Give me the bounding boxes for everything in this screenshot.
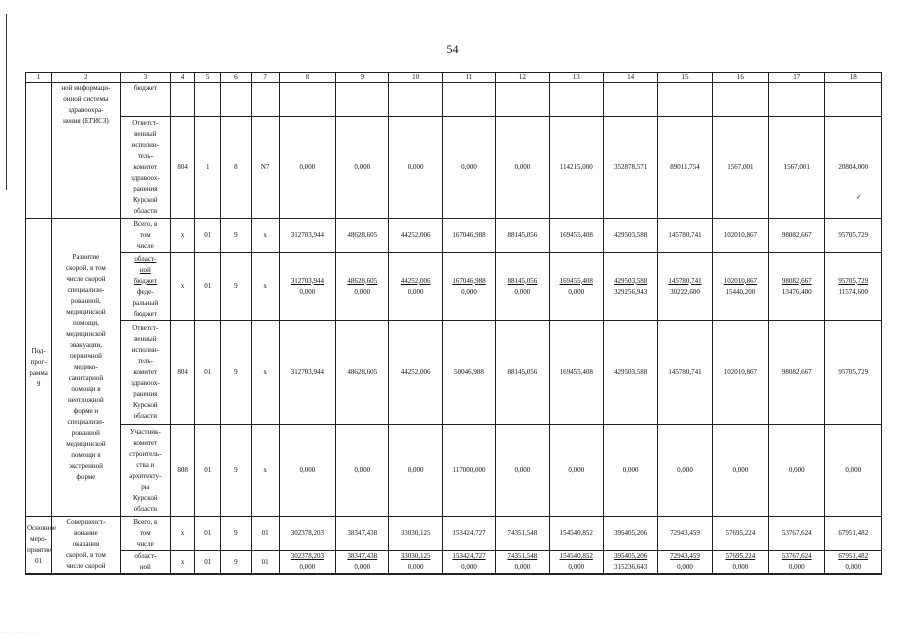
regional-budget-value: 67951,482 <box>838 552 869 560</box>
c15-split-cell <box>658 551 712 574</box>
regional-budget-value: 38347,438 <box>347 552 378 560</box>
c10-value-cell: 0,000 <box>389 117 442 219</box>
subprogram-code-cell: Под- прог- рамма 9 <box>26 219 52 517</box>
regional-budget-value: 169455,408 <box>559 276 593 285</box>
c14-value-cell: 429503,588 <box>603 321 657 425</box>
c13-value-cell: 154540,852 <box>549 517 603 551</box>
funding-source-cell <box>120 253 170 321</box>
header-cell: 12 <box>496 73 549 83</box>
federal-budget-value: 0,000 <box>732 563 749 571</box>
c10-value-cell: 44252,006 <box>389 219 442 253</box>
c7-value-cell: 01 <box>251 551 279 574</box>
c18-value-cell: 95705,729 <box>825 219 882 253</box>
regional-budget-value: 429503,588 <box>613 276 648 285</box>
page-number: 54 <box>446 42 459 56</box>
federal-budget-value: 0,000 <box>568 287 585 296</box>
c14-value-cell: 352878,571 <box>603 117 657 219</box>
c12-value-cell: 88145,056 <box>496 321 549 425</box>
c12-value-cell: 74351,548 <box>496 517 549 551</box>
header-cell: 5 <box>195 73 221 83</box>
federal-budget-value: 329256,943 <box>613 287 648 296</box>
regional-budget-value: 48628,605 <box>347 276 378 285</box>
c10-value-cell <box>389 83 442 117</box>
c9-value-cell: 0,000 <box>336 117 389 219</box>
c9-value-cell: 48628,605 <box>336 219 389 253</box>
header-cell: 3 <box>120 73 170 83</box>
federal-budget-value: 0,000 <box>461 287 477 296</box>
federal-budget-value: 0,000 <box>845 563 862 571</box>
header-cell: 17 <box>769 73 825 83</box>
regional-budget-value: 395405,206 <box>613 552 648 560</box>
federal-budget-value: 30222,600 <box>670 287 700 296</box>
c14-value-cell: 429503,588 <box>603 219 657 253</box>
header-cell: 15 <box>658 73 712 83</box>
funding-source-cell: Участник- комитет строитель- ства и архитекту- ры Курской области <box>120 425 170 517</box>
c6-value-cell: 9 <box>221 321 251 425</box>
c10-split-cell <box>389 253 442 321</box>
c15-value-cell <box>658 83 712 117</box>
funding-source-cell: Ответст- венный исполни- тель- комитет здравоох- ранения Курской области <box>120 117 170 219</box>
c18-value-cell: 67951,482 <box>825 517 882 551</box>
c7-value-cell: x <box>251 321 279 425</box>
c12-split-cell <box>496 253 549 321</box>
c4-value-cell: x <box>170 219 194 253</box>
federal-budget-value: 15440,200 <box>725 287 756 296</box>
c9-split-cell <box>336 253 389 321</box>
funding-source-cell: област- ной <box>120 551 170 574</box>
budget-table <box>25 72 882 574</box>
table-row <box>26 551 882 574</box>
c12-split-cell <box>496 551 549 574</box>
c4-value-cell: x <box>170 253 194 321</box>
header-cell: 7 <box>251 73 279 83</box>
c5-value-cell: 01 <box>195 253 221 321</box>
c18-value-cell: 95705,729 <box>825 321 882 425</box>
c13-split-cell <box>549 253 603 321</box>
c12-value-cell: 0,000 <box>496 425 549 517</box>
c4-value-cell: 804 <box>170 117 194 219</box>
federal-budget-value: 315236,643 <box>613 563 648 571</box>
c5-value-cell: 01 <box>195 517 221 551</box>
c17-split-cell <box>769 551 825 574</box>
c5-value-cell: 1 <box>195 117 221 219</box>
table-row <box>26 219 882 253</box>
federal-budget-value: 0,000 <box>514 563 531 571</box>
c15-value-cell: 145780,741 <box>658 321 712 425</box>
c5-value-cell: 01 <box>195 219 221 253</box>
c6-value-cell: 8 <box>221 117 251 219</box>
c10-split-cell <box>389 551 442 574</box>
c12-value-cell <box>496 83 549 117</box>
regional-budget-value: 88145,056 <box>507 276 538 285</box>
regional-budget-value: 102010,867 <box>723 276 757 285</box>
c4-value-cell: x <box>170 551 194 574</box>
c9-value-cell <box>336 83 389 117</box>
c18-split-cell <box>825 253 882 321</box>
header-cell: 14 <box>603 73 657 83</box>
table-bottom-rule <box>25 574 882 575</box>
c11-value-cell: 153424,727 <box>442 517 495 551</box>
federal-budget-value: 0,000 <box>299 563 316 571</box>
c4-value-cell: 808 <box>170 425 194 517</box>
regional-budget-value: 53767,624 <box>781 552 812 560</box>
c8-value-cell: 0,000 <box>279 117 335 219</box>
c14-value-cell <box>603 83 657 117</box>
regional-budget-value: 302378,203 <box>290 552 325 560</box>
c7-value-cell: 01 <box>251 517 279 551</box>
program-name-cell: Совершенст- вование оказания скорой, в том числе скорой <box>52 517 120 574</box>
funding-source-regional: област- ной бюджет <box>133 254 157 285</box>
c16-value-cell: 57695,224 <box>712 517 768 551</box>
c16-split-cell <box>712 551 768 574</box>
c15-value-cell: 145780,741 <box>658 219 712 253</box>
c17-split-cell <box>769 253 825 321</box>
c18-split-cell <box>825 551 882 574</box>
c11-split-cell <box>442 551 495 574</box>
c6-value-cell: 9 <box>221 551 251 574</box>
regional-budget-value: 95705,729 <box>838 276 869 285</box>
c13-value-cell <box>549 83 603 117</box>
c6-value-cell: 9 <box>221 425 251 517</box>
regional-budget-value: 145780,741 <box>668 276 702 285</box>
federal-budget-value: 0,000 <box>407 287 424 296</box>
margin-line <box>6 14 7 190</box>
c17-value-cell: 98082,667 <box>769 321 825 425</box>
table-row <box>26 117 882 219</box>
c16-value-cell <box>712 83 768 117</box>
header-cell: 10 <box>389 73 442 83</box>
header-cell: 6 <box>221 73 251 83</box>
c9-value-cell: 0,000 <box>336 425 389 517</box>
c16-value-cell: 1567,001 <box>712 117 768 219</box>
regional-budget-value: 72943,459 <box>670 552 700 560</box>
c8-split-cell <box>279 253 335 321</box>
c17-value-cell <box>769 83 825 117</box>
c6-value-cell: 9 <box>221 517 251 551</box>
c5-value-cell: 01 <box>195 425 221 517</box>
c17-value-cell: 53767,624 <box>769 517 825 551</box>
funding-source-cell: бюджет <box>120 83 170 117</box>
c16-value-cell: 0,000 <box>712 425 768 517</box>
federal-budget-value: 11574,600 <box>838 287 868 296</box>
federal-budget-value: 0,000 <box>354 287 371 296</box>
program-name-cell: ной информаци- онной системы здравоохра- нения (ЕГИСЗ) <box>52 83 120 219</box>
c15-value-cell: 89011,754 <box>658 117 712 219</box>
table-row <box>26 517 882 551</box>
table-row <box>26 253 882 321</box>
table-row <box>26 83 882 117</box>
header-cell: 1 <box>26 73 52 83</box>
header-cell: 18 <box>825 73 882 83</box>
c13-value-cell: 169455,408 <box>549 219 603 253</box>
c18-value-cell <box>825 83 882 117</box>
c18-value-cell: 0,000 <box>825 425 882 517</box>
c5-value-cell: 01 <box>195 321 221 425</box>
c11-value-cell <box>442 83 495 117</box>
regional-budget-value: 44252,006 <box>400 276 431 285</box>
header-cell: 9 <box>336 73 389 83</box>
c12-value-cell: 0,000 <box>496 117 549 219</box>
funding-source-cell: Всего, в том числе <box>120 517 170 551</box>
federal-budget-value: 0,000 <box>788 563 805 571</box>
regional-budget-value: 167046,988 <box>452 276 486 285</box>
header-cell: 11 <box>442 73 495 83</box>
c11-split-cell <box>442 253 495 321</box>
c14-value-cell: 0,000 <box>603 425 657 517</box>
c15-split-cell <box>658 253 712 321</box>
c12-value-cell: 88145,056 <box>496 219 549 253</box>
c8-value-cell: 312703,944 <box>279 219 335 253</box>
c10-value-cell: 44252,006 <box>389 321 442 425</box>
c15-value-cell: 0,000 <box>658 425 712 517</box>
c15-value-cell: 72943,459 <box>658 517 712 551</box>
c11-value-cell: 117000,000 <box>442 425 495 517</box>
header-cell: 8 <box>279 73 335 83</box>
c14-value-cell: 395405,206 <box>603 517 657 551</box>
federal-budget-value: 0,000 <box>299 287 316 296</box>
federal-budget-value: 13476,400 <box>781 287 812 296</box>
header-cell: 16 <box>712 73 768 83</box>
c13-split-cell <box>549 551 603 574</box>
measure-code-cell: Основное меро- приятие 01 <box>26 517 52 574</box>
c4-value-cell <box>170 83 194 117</box>
funding-source-cell: Всего, в том числе <box>120 219 170 253</box>
c7-value-cell: x <box>251 425 279 517</box>
c6-value-cell <box>221 83 251 117</box>
c5-value-cell: 01 <box>195 551 221 574</box>
c8-value-cell: 0,000 <box>279 425 335 517</box>
header-cell: 2 <box>52 73 120 83</box>
table-row <box>26 321 882 425</box>
federal-budget-value: 0,000 <box>407 563 424 571</box>
c13-value-cell: 0,000 <box>549 425 603 517</box>
header-cell: 4 <box>170 73 194 83</box>
regional-budget-value: 74351,548 <box>507 552 538 560</box>
c11-value-cell: 50046,988 <box>442 321 495 425</box>
regional-budget-value: 33030,125 <box>400 552 431 560</box>
federal-budget-value: 0,000 <box>514 287 531 296</box>
measure-code-cell <box>26 83 52 219</box>
c4-value-cell: x <box>170 517 194 551</box>
funding-source-cell: Ответст- венный исполни- тель- комитет здравоох- ранения Курской области <box>120 321 170 425</box>
c6-value-cell: 9 <box>221 219 251 253</box>
c17-value-cell: 98082,667 <box>769 219 825 253</box>
c11-value-cell: 0,000 <box>442 117 495 219</box>
c16-value-cell: 102010,867 <box>712 321 768 425</box>
c9-split-cell <box>336 551 389 574</box>
c8-value-cell <box>279 83 335 117</box>
c7-value-cell: N7 <box>251 117 279 219</box>
regional-budget-value: 154540,852 <box>559 552 593 560</box>
c14-split-cell <box>603 253 657 321</box>
check-mark-icon: ✓ <box>856 193 862 201</box>
c9-value-cell: 48628,605 <box>336 321 389 425</box>
c18-value-cell: 20804,000 <box>825 117 882 219</box>
federal-budget-value: 0,000 <box>354 563 371 571</box>
c17-value-cell: 0,000 <box>769 425 825 517</box>
regional-budget-value: 312703,944 <box>290 276 325 285</box>
c8-value-cell: 302378,203 <box>279 517 335 551</box>
federal-budget-value: 0,000 <box>677 563 693 571</box>
c16-value-cell: 102010,867 <box>712 219 768 253</box>
c10-value-cell: 0,000 <box>389 425 442 517</box>
c8-split-cell <box>279 551 335 574</box>
c9-value-cell: 38347,438 <box>336 517 389 551</box>
regional-budget-value: 57695,224 <box>725 552 756 560</box>
c7-value-cell: x <box>251 219 279 253</box>
header-cell: 13 <box>549 73 603 83</box>
funding-source-federal: феде- ральный бюджет <box>132 287 159 318</box>
c4-value-cell: 804 <box>170 321 194 425</box>
c13-value-cell: 169455,408 <box>549 321 603 425</box>
c17-value-cell: 1567,001 <box>769 117 825 219</box>
federal-budget-value: 0,000 <box>461 563 477 571</box>
regional-budget-value: 98082,667 <box>781 276 812 285</box>
regional-budget-value: 153424,727 <box>452 552 486 560</box>
c14-split-cell <box>603 551 657 574</box>
c16-split-cell <box>712 253 768 321</box>
header-row <box>26 73 882 83</box>
federal-budget-value: 0,000 <box>568 563 585 571</box>
c11-value-cell: 167046,988 <box>442 219 495 253</box>
c7-value-cell <box>251 83 279 117</box>
table-row <box>26 425 882 517</box>
program-name-cell: Развитие скорой, в том числе скорой специализи- рованной, медицинской помощи, медицинской эвакуации, первичной медико- санитарной помощи в неотложной форме и специализи- рованной медицинской помощи в экстренной форме <box>52 219 120 517</box>
c6-value-cell: 9 <box>221 253 251 321</box>
c13-value-cell: 114215,000 <box>549 117 603 219</box>
c8-value-cell: 312703,944 <box>279 321 335 425</box>
c7-value-cell: x <box>251 253 279 321</box>
c5-value-cell <box>195 83 221 117</box>
footer-text: ............ <box>0 630 39 635</box>
c10-value-cell: 33030,125 <box>389 517 442 551</box>
